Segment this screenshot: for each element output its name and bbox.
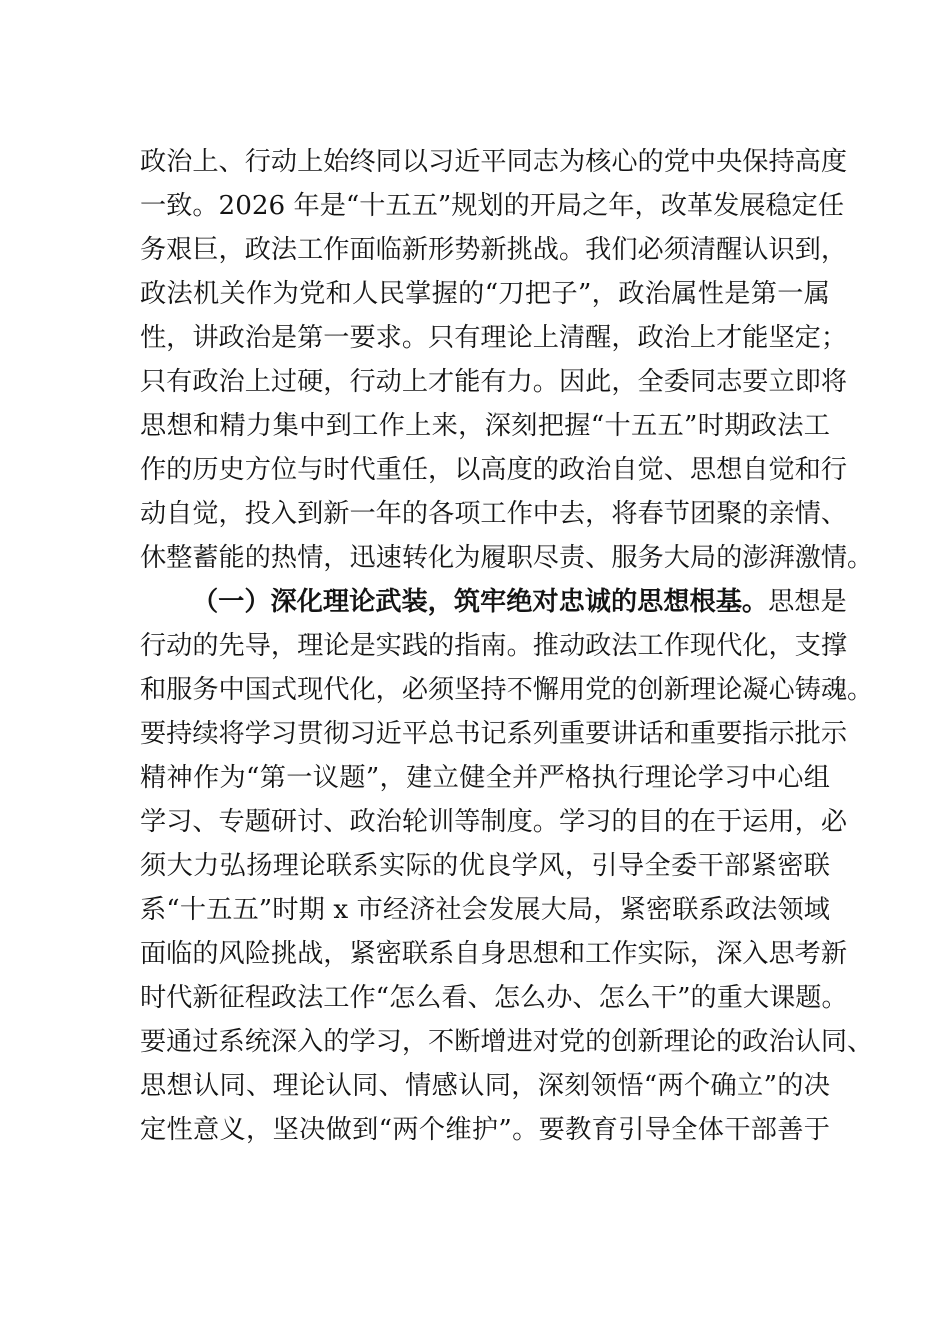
- text-line: 时代新征程政法工作“怎么看、怎么办、怎么干”的重大课题。: [140, 983, 848, 1013]
- text-line: 务艰巨，政法工作面临新形势新挑战。我们必须清醒认识到，: [140, 235, 848, 265]
- text-line: 精神作为“第一议题”，建立健全并严格执行理论学习中心组: [140, 763, 830, 793]
- text-line: 思想认同、理论认同、情感认同，深刻领悟“两个确立”的决: [140, 1071, 830, 1101]
- text-line: 要持续将学习贯彻习近平总书记系列重要讲话和重要指示批示: [140, 719, 848, 749]
- document-body: [140, 140, 874, 1152]
- section-heading: （一）深化理论武装，筑牢绝对忠诚的思想根基。: [192, 586, 769, 617]
- text-line: 动自觉，投入到新一年的各项工作中去，将春节团聚的亲情、: [140, 499, 848, 529]
- text-line: 学习、专题研讨、政治轮训等制度。学习的目的在于运用，必: [140, 807, 848, 837]
- text-line: 定性意义，坚决做到“两个维护”。要教育引导全体干部善于: [140, 1115, 830, 1145]
- text-line: 政治上、行动上始终同以习近平同志为核心的党中央保持高度: [140, 147, 848, 177]
- text-line: 休整蓄能的热情，迅速转化为履职尽责、服务大局的澎湃激情。: [140, 543, 874, 573]
- text-line: 面临的风险挑战，紧密联系自身思想和工作实际，深入思考新: [140, 939, 848, 969]
- text-line: 和服务中国式现代化，必须坚持不懈用党的创新理论凝心铸魂。: [140, 675, 874, 705]
- text-line: 思想和精力集中到工作上来，深刻把握“十五五”时期政法工: [140, 411, 830, 441]
- text-line: 政法机关作为党和人民掌握的“刀把子”，政治属性是第一属: [140, 279, 830, 309]
- text-line: 须大力弘扬理论联系实际的优良学风，引导全委干部紧密联: [140, 851, 830, 881]
- section-first-line-text: 思想是: [768, 587, 847, 617]
- section-first-line: [140, 580, 847, 624]
- text-line: 性，讲政治是第一要求。只有理论上清醒，政治上才能坚定；: [140, 323, 848, 353]
- text-line: 只有政治上过硬，行动上才能有力。因此，全委同志要立即将: [140, 367, 848, 397]
- text-line: 要通过系统深入的学习，不断增进对党的创新理论的政治认同、: [140, 1027, 874, 1057]
- text-line: 作的历史方位与时代重任，以高度的政治自觉、思想自觉和行: [140, 455, 848, 485]
- text-line: 行动的先导，理论是实践的指南。推动政法工作现代化，支撑: [140, 631, 848, 661]
- text-line: 一致。2026 年是“十五五”规划的开局之年，改革发展稳定任: [140, 191, 845, 221]
- text-line: 系“十五五”时期 x 市经济社会发展大局，紧密联系政法领域: [140, 895, 830, 925]
